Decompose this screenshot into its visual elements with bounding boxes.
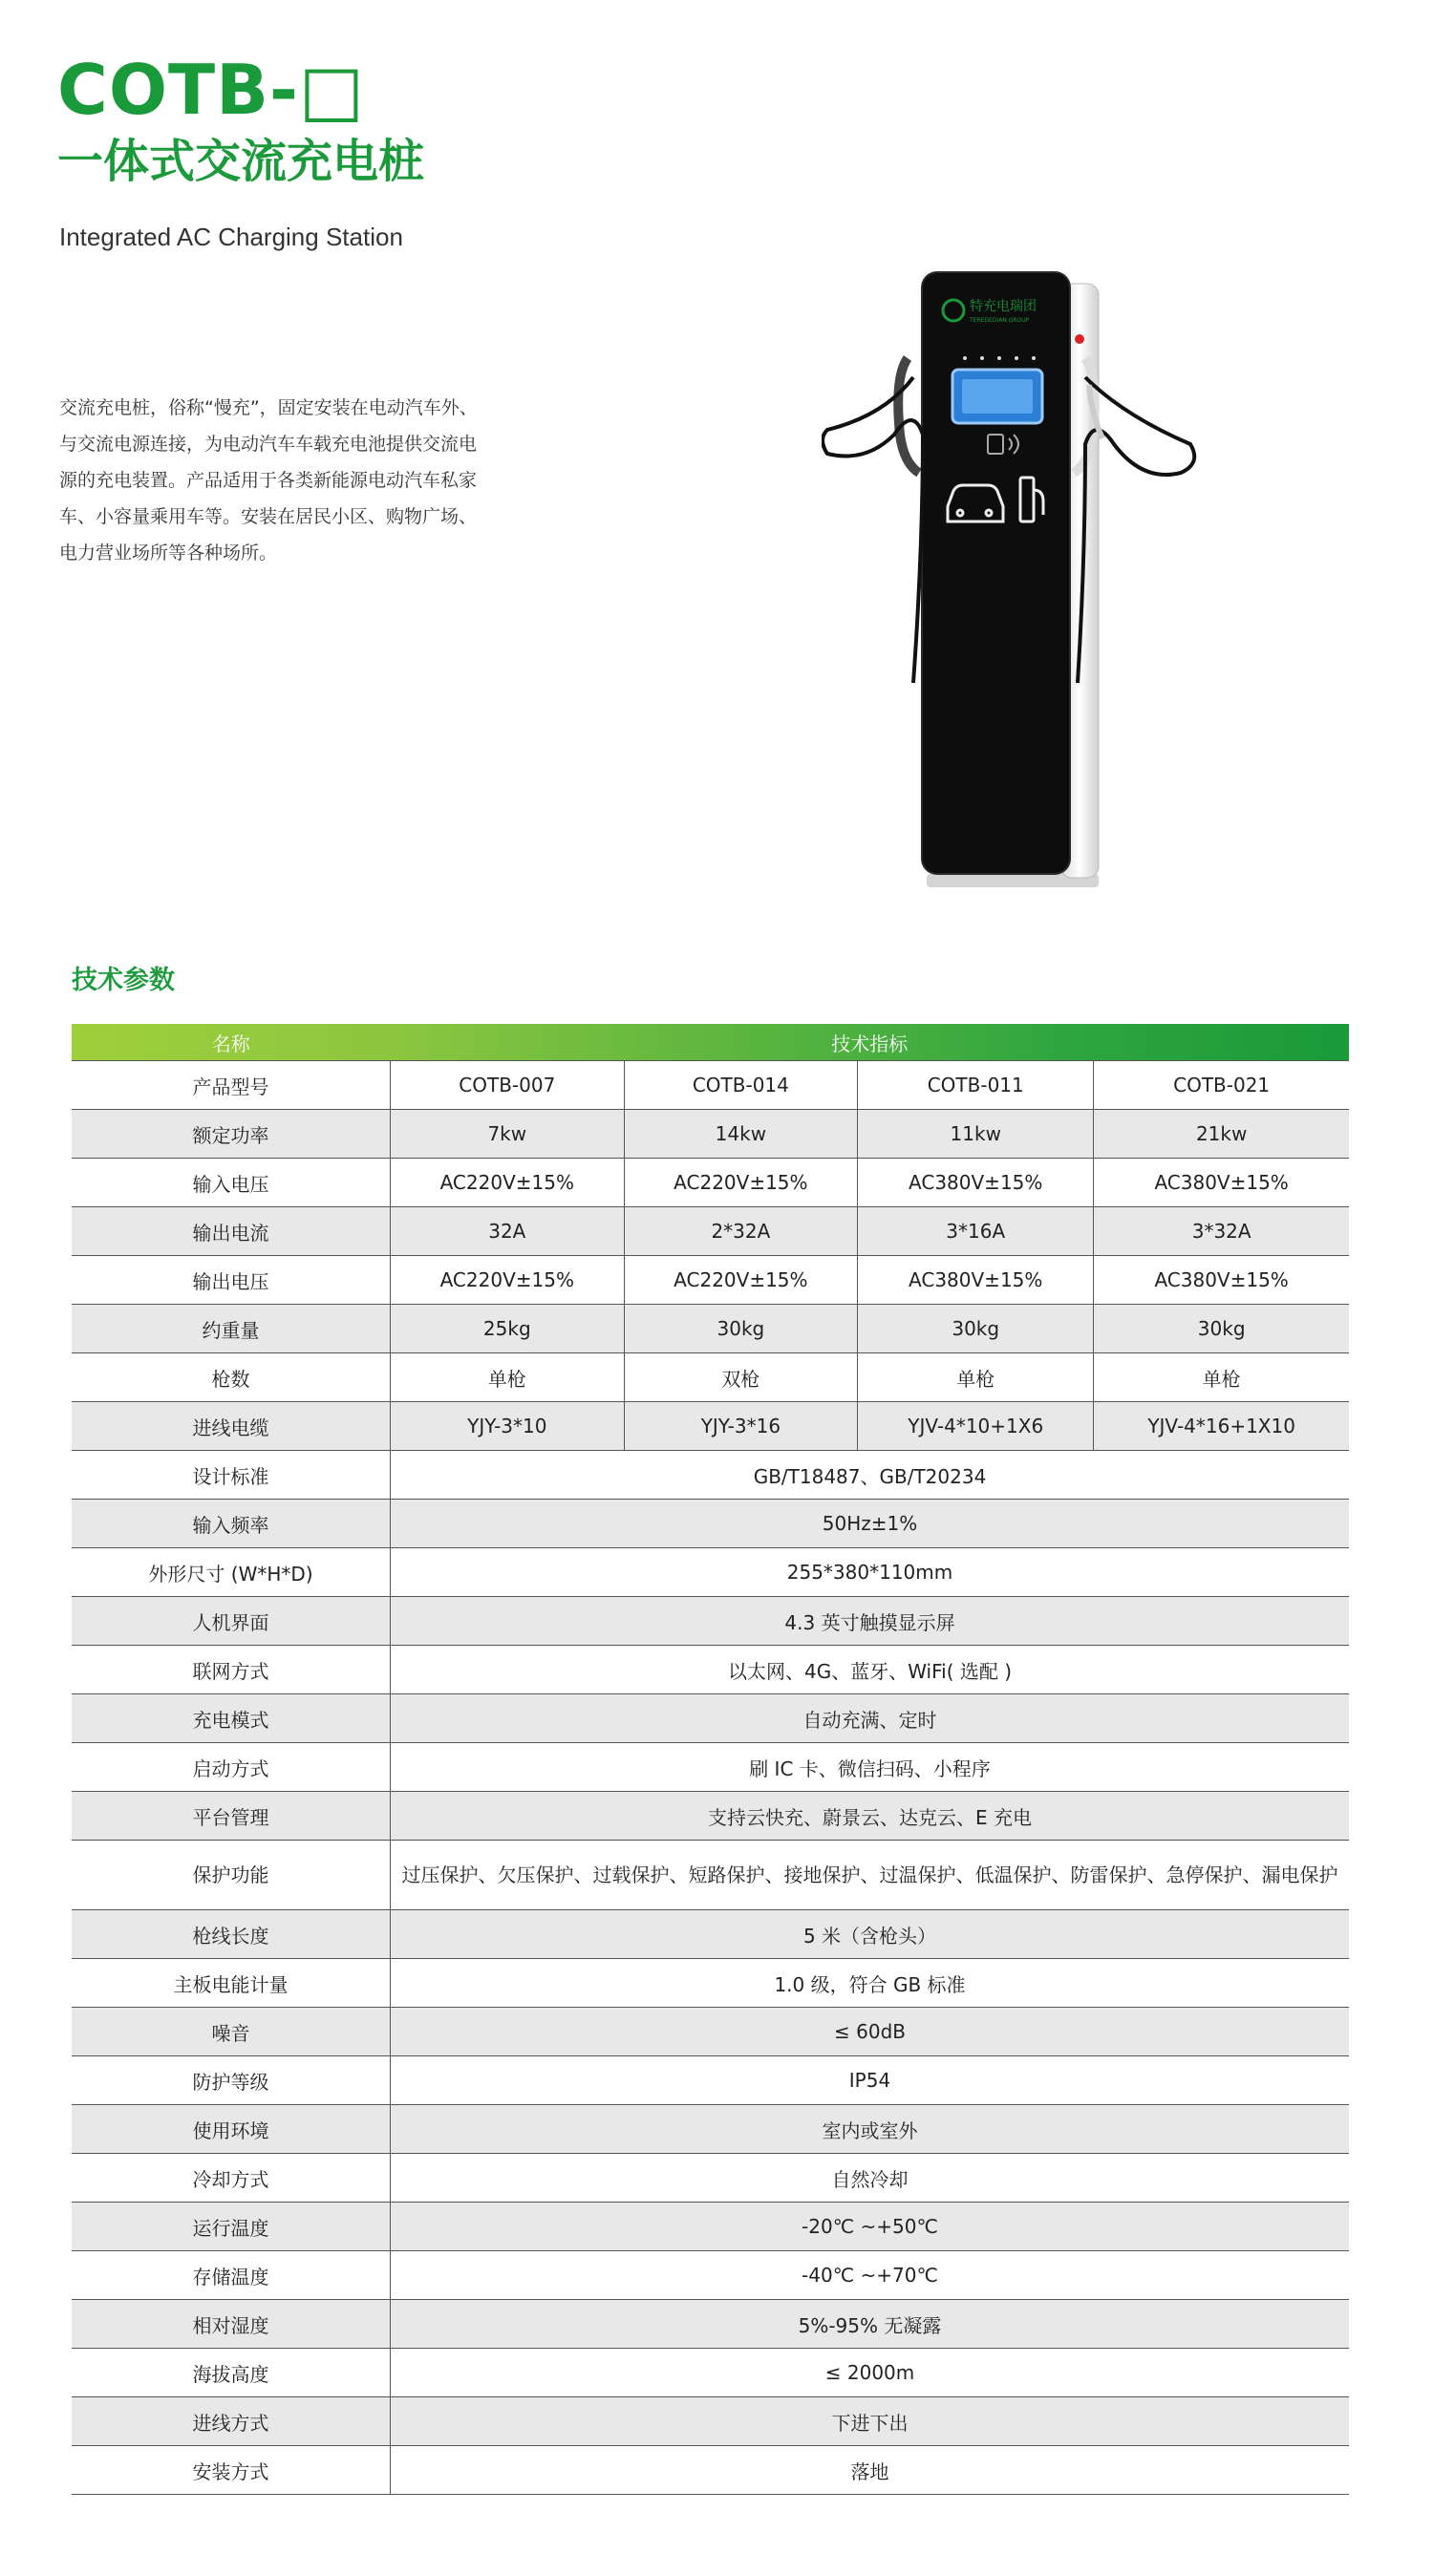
cell-value: AC380V±15% xyxy=(858,1159,1094,1207)
cell-value: AC220V±15% xyxy=(624,1256,858,1305)
table-row xyxy=(72,2056,1349,2105)
cell-value: ≤ 2000m xyxy=(391,2349,1350,2397)
row-label: 联网方式 xyxy=(72,1646,391,1694)
product-description xyxy=(59,390,537,571)
cell-value: -20℃ ~+50℃ xyxy=(391,2203,1350,2251)
cell-value: 1.0 级，符合 GB 标准 xyxy=(391,1959,1350,2008)
table-row xyxy=(72,2008,1349,2056)
product-model-title: COTB-□ xyxy=(57,50,365,130)
row-label: 保护功能 xyxy=(72,1841,391,1910)
table-row xyxy=(72,2105,1349,2154)
cell-value: 2*32A xyxy=(624,1207,858,1256)
cell-value: ≤ 60dB xyxy=(391,2008,1350,2056)
cell-value: 支持云快充、蔚景云、达克云、E 充电 xyxy=(391,1792,1350,1841)
product-name-en: Integrated AC Charging Station xyxy=(59,223,403,251)
product-name-cn: 一体式交流充电桩 xyxy=(57,135,425,188)
cell-value: YJV-4*16+1X10 xyxy=(1094,1402,1349,1451)
description-line: 电力营业场所等各种场所。 xyxy=(59,543,278,564)
row-label: 启动方式 xyxy=(72,1743,391,1792)
row-label: 海拔高度 xyxy=(72,2349,391,2397)
description-line: 源的充电装置。产品适用于各类新能源电动汽车私家 xyxy=(59,470,478,491)
cell-value: 自动充满、定时 xyxy=(391,1694,1350,1743)
cell-value: 过压保护、欠压保护、过载保护、短路保护、接地保护、过温保护、低温保护、防雷保护、急停保护、漏电保护 xyxy=(391,1841,1350,1910)
cell-value: 下进下出 xyxy=(391,2397,1350,2446)
row-label: 主板电能计量 xyxy=(72,1959,391,2008)
cell-value: 单枪 xyxy=(858,1353,1094,1402)
table-header-row xyxy=(72,1024,1349,1061)
cell-value: YJY-3*16 xyxy=(624,1402,858,1451)
row-label: 运行温度 xyxy=(72,2203,391,2251)
section-title: 技术参数 xyxy=(72,966,175,995)
cell-value: 双枪 xyxy=(624,1353,858,1402)
row-label: 额定功率 xyxy=(72,1110,391,1159)
brand-name-en: TEREDEDIAN GROUP xyxy=(970,317,1030,324)
table-row xyxy=(72,1500,1349,1548)
cell-value: 3*16A xyxy=(858,1207,1094,1256)
brand-name: 特充电瑞团 xyxy=(970,299,1037,314)
charging-station-image xyxy=(822,263,1223,912)
cell-value: 21kw xyxy=(1094,1110,1349,1159)
table-row xyxy=(72,2251,1349,2300)
cell-value: 落地 xyxy=(391,2446,1350,2495)
table-row xyxy=(72,1548,1349,1597)
table-row xyxy=(72,1402,1349,1451)
row-label: 约重量 xyxy=(72,1305,391,1353)
table-row xyxy=(72,1256,1349,1305)
cell-value: AC220V±15% xyxy=(391,1256,625,1305)
table-row xyxy=(72,1841,1349,1910)
cell-value: GB/T18487、GB/T20234 xyxy=(391,1451,1350,1500)
cell-value: AC380V±15% xyxy=(1094,1159,1349,1207)
cell-value: 32A xyxy=(391,1207,625,1256)
cell-value: COTB-011 xyxy=(858,1061,1094,1110)
row-label: 相对湿度 xyxy=(72,2300,391,2349)
table-row xyxy=(72,1159,1349,1207)
cell-value: 255*380*110mm xyxy=(391,1548,1350,1597)
table-row xyxy=(72,1792,1349,1841)
table-row xyxy=(72,1305,1349,1353)
cell-value: 以太网、4G、蓝牙、WiFi( 选配 ) xyxy=(391,1646,1350,1694)
cell-value: AC220V±15% xyxy=(624,1159,858,1207)
cell-value: 单枪 xyxy=(391,1353,625,1402)
cell-value: COTB-014 xyxy=(624,1061,858,1110)
row-label: 使用环境 xyxy=(72,2105,391,2154)
cell-value: IP54 xyxy=(391,2056,1350,2105)
cell-value: 11kw xyxy=(858,1110,1094,1159)
row-label: 进线方式 xyxy=(72,2397,391,2446)
cell-value: 14kw xyxy=(624,1110,858,1159)
table-row xyxy=(72,1743,1349,1792)
row-label: 噪音 xyxy=(72,2008,391,2056)
row-label: 冷却方式 xyxy=(72,2154,391,2203)
row-label: 输出电流 xyxy=(72,1207,391,1256)
cell-value: 30kg xyxy=(1094,1305,1349,1353)
cell-value: 室内或室外 xyxy=(391,2105,1350,2154)
cell-value: 单枪 xyxy=(1094,1353,1349,1402)
cell-value: COTB-021 xyxy=(1094,1061,1349,1110)
column-header-spec: 技术指标 xyxy=(391,1024,1350,1061)
cell-value: 25kg xyxy=(391,1305,625,1353)
row-label: 产品型号 xyxy=(72,1061,391,1110)
cell-value: 50Hz±1% xyxy=(391,1500,1350,1548)
row-label: 存储温度 xyxy=(72,2251,391,2300)
cell-value: 刷 IC 卡、微信扫码、小程序 xyxy=(391,1743,1350,1792)
description-line: 与交流电源连接，为电动汽车车载充电池提供交流电 xyxy=(59,434,478,455)
table-row xyxy=(72,1061,1349,1110)
column-header-name: 名称 xyxy=(72,1024,391,1061)
table-row xyxy=(72,1959,1349,2008)
cell-value: 30kg xyxy=(624,1305,858,1353)
cell-value: COTB-007 xyxy=(391,1061,625,1110)
row-label: 进线电缆 xyxy=(72,1402,391,1451)
table-row xyxy=(72,1910,1349,1959)
row-label: 人机界面 xyxy=(72,1597,391,1646)
cell-value: 5 米（含枪头） xyxy=(391,1910,1350,1959)
table-row xyxy=(72,2203,1349,2251)
spec-table xyxy=(72,1024,1349,2495)
cell-value: 5%-95% 无凝露 xyxy=(391,2300,1350,2349)
table-row xyxy=(72,2154,1349,2203)
row-label: 平台管理 xyxy=(72,1792,391,1841)
row-label: 外形尺寸 (W*H*D) xyxy=(72,1548,391,1597)
row-label: 输入频率 xyxy=(72,1500,391,1548)
cell-value: AC380V±15% xyxy=(858,1256,1094,1305)
cell-value: -40℃ ~+70℃ xyxy=(391,2251,1350,2300)
table-row xyxy=(72,2300,1349,2349)
row-label: 设计标准 xyxy=(72,1451,391,1500)
table-row xyxy=(72,1646,1349,1694)
cell-value: 30kg xyxy=(858,1305,1094,1353)
table-row xyxy=(72,1207,1349,1256)
cell-value: 自然冷却 xyxy=(391,2154,1350,2203)
table-row xyxy=(72,1110,1349,1159)
table-row xyxy=(72,1694,1349,1743)
cell-value: YJY-3*10 xyxy=(391,1402,625,1451)
description-line: 车、小容量乘用车等。安装在居民小区、购物广场、 xyxy=(59,506,478,527)
row-label: 枪线长度 xyxy=(72,1910,391,1959)
cell-value: YJV-4*10+1X6 xyxy=(858,1402,1094,1451)
cell-value: 7kw xyxy=(391,1110,625,1159)
cell-value: 4.3 英寸触摸显示屏 xyxy=(391,1597,1350,1646)
row-label: 防护等级 xyxy=(72,2056,391,2105)
table-row xyxy=(72,1597,1349,1646)
table-row xyxy=(72,1451,1349,1500)
row-label: 枪数 xyxy=(72,1353,391,1402)
description-line: 交流充电桩，俗称“慢充”，固定安装在电动汽车外、 xyxy=(59,397,478,418)
row-label: 安装方式 xyxy=(72,2446,391,2495)
table-row xyxy=(72,2397,1349,2446)
cell-value: AC220V±15% xyxy=(391,1159,625,1207)
row-label: 输入电压 xyxy=(72,1159,391,1207)
cell-value: AC380V±15% xyxy=(1094,1256,1349,1305)
row-label: 输出电压 xyxy=(72,1256,391,1305)
table-row xyxy=(72,2446,1349,2495)
cell-value: 3*32A xyxy=(1094,1207,1349,1256)
table-row xyxy=(72,1353,1349,1402)
table-row xyxy=(72,2349,1349,2397)
row-label: 充电模式 xyxy=(72,1694,391,1743)
